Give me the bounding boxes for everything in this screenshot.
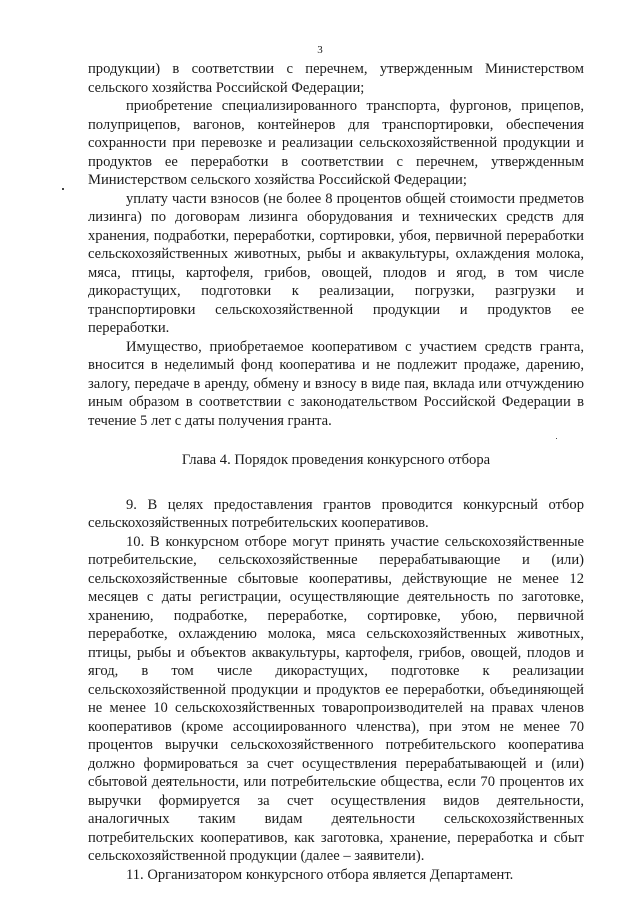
chapter-heading: Глава 4. Порядок проведения конкурсного отбора <box>181 452 491 468</box>
paragraph-property: Имущество, приобретаемое кооперативом с участием средств гранта, вносится в неделимый фонд кооператива и не подлежит продаже, дарению, залогу, передаче в аренду, обмену и взносу в виде пая, вклада или отчуждению иным образом в соответствии с законодательством Российской Федерации в течение 5 лет с даты получения гранта. <box>88 338 584 429</box>
document-body <box>88 60 584 884</box>
scan-speck <box>62 188 64 190</box>
paragraph-item-9: 9. В целях предоставления грантов проводится конкурсный отбор сельскохозяйственных потребительских кооперативов. <box>88 496 584 531</box>
paragraph-item-10: 10. В конкурсном отборе могут принять участие сельскохозяйственные потребительские, сельскохозяйственные перерабатывающие и (или) сельскохозяйственные сбытовые кооперативы, действующие не менее 12 месяцев с даты регистрации, осуществляющие деятельность по заготовке, хранению, подработке, переработке, сортировке, убою, первичной переработке, охлаждению молока, мяса сельскохозяйственных животных, птицы, рыбы и объектов аквакультуры, картофеля, грибов, овощей, плодов и ягод, в том числе дикорастущих, подготовке к реализации сельскохозяйственной продукции и продуктов ее переработки, объединяющей не менее 10 сельскохозяйственных товаропроизводителей на правах членов кооперативов (кроме ассоциированного членства), при этом не менее 70 процентов выручки сельскохозяйственного потребительского кооператива должно формироваться за счет осуществления перерабатывающей и (или) сбытовой деятельности, или потребительские общества, если 70 процентов их выручки формируется за счет осуществления видов деятельности, аналогичных таким видам деятельности сельскохозяйственных потребительских кооперативов, как заготовка, хранение, переработка и сбыт сельскохозяйственной продукции (далее – заявители). <box>88 533 584 864</box>
page-number: 3 <box>317 44 323 56</box>
paragraph-continuation: продукции) в соответствии с перечнем, утвержденным Министерством сельского хозяйства Российской Федерации; <box>88 61 584 96</box>
paragraph-leasing: уплату части взносов (не более 8 процентов общей стоимости предметов лизинга) по договорам лизинга оборудования и технических средств для хранения, подработки, переработки, сортировки, убоя, первичной переработки сельскохозяйственных животных, рыбы и аквакультуры, охлаждения молока, мяса, птицы, картофеля, грибов, овощей, плодов и ягод, в том числе дикорастущих, подготовки к реализации, погрузки, разгрузки и транспортировки сельскохозяйственной продукции и продуктов ее переработки. <box>88 190 584 336</box>
paragraph-item-11: 11. Организатором конкурсного отбора является Департамент. <box>126 866 514 883</box>
paragraph-transport: приобретение специализированного транспорта, фургонов, прицепов, полуприцепов, вагонов, контейнеров для транспортировки, обеспечения сохранности при перевозке и реализации сельскохозяйственной продукции и продуктов ее переработки в соответствии с перечнем, утвержденным Министерством сельского хозяйства Российской Федерации; <box>88 98 584 188</box>
